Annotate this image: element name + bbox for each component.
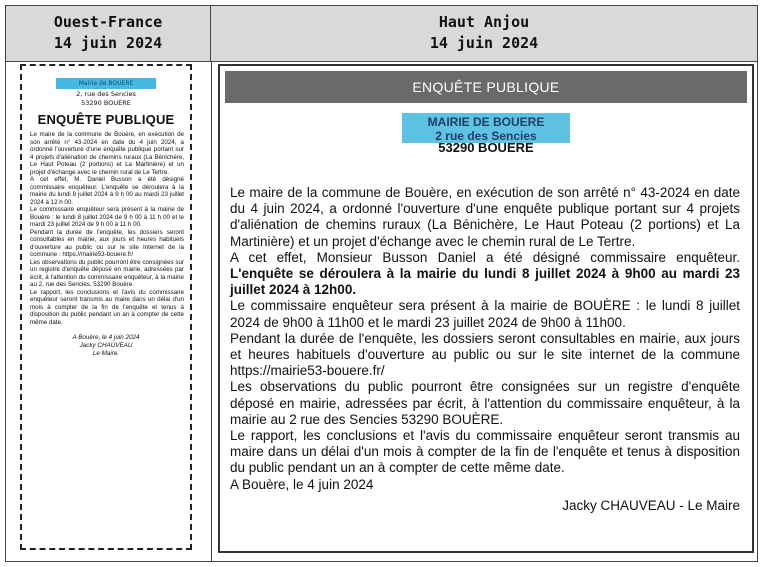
column-divider [211,62,212,562]
header-left-paper: Ouest-France [53,13,163,31]
ha-paragraph-6: Le rapport, les conclusions et l'avis du commissaire enquêteur seront transmis au maire dans un délai d'un mois à compter de la fin de l'enquête et tenus à disposition du public pendant un an à compter de cette même date. [230,428,740,476]
of-zip-city: 53290 BOUÈRE [81,99,131,107]
of-paragraph: Le rapport, les conclusions et l'avis du commissaire enquêteur seront transmis au maire dans un délai d'un mois à compter de la fin de l'enquête et tenus à disposition du public pendant un an à compter de cette même date. [30,288,184,326]
of-mairie-header: Mairie de BOUÈRE [56,78,156,89]
of-paragraph: A cet effet, M. Daniel Busson a été désigné commissaire enquêteur. L'enquête se déroulera à la mairie du lundi 8 juillet 2024 à 9 h 00 au mardi 23 juillet 2024 à 12 h 00. [30,176,184,206]
of-paragraph: Le maire de la commune de Bouère, en exécution de son arrêté n° 43-2024 en date du 4 juin 2024, a ordonné l'ouverture d'une enquête publique portant sur 4 projets d'aliénation de chemins ruraux (La Bénichère, Le Haut Poteau (2 portions) et La Martinière) et un projet d'échange avec le chemin rural de Le Tertre. [30,131,184,176]
ha-signature: Jacky CHAUVEAU - Le Maire [562,497,740,513]
ha-date-line: A Bouère, le 4 juin 2024 [230,476,374,492]
header-row [6,6,757,62]
header-right-date: 14 juin 2024 [429,34,539,52]
ha-paragraph-5: Les observations du public pourront être consignées sur un registre d'enquête déposé en mairie, adressées par écrit, à l'attention du commissaire enquêteur, à la mairie au 2 rue des Sencies 53290 BOUÈRE. [230,379,740,427]
header-haut-anjou [211,6,757,62]
ha-mairie-header [402,113,570,143]
ha-paragraph-3: Le commissaire enquêteur sera présent à la mairie de BOUÈRE : le lundi 8 juillet 2024 de 9h00 à 11h00 et le mardi 23 juillet 2024 de 9h00 à 11h00. [230,298,740,330]
of-sign-role: Le Maire. [92,350,120,357]
header-ouest-france [6,6,211,62]
of-paragraph: Le commissaire enquêteur sera présent à la mairie de Bouère : le lundi 8 juillet 2024 de 9 h 00 à 11 h 00 et le mardi 23 juillet 2024 de 9 h 00 à 11 h 00. [30,206,184,228]
header-left-date: 14 juin 2024 [53,34,163,52]
header-right-paper: Haut Anjou [438,13,530,31]
ha-paragraph-1: Le maire de la commune de Bouère, en exécution de son arrêté n° 43-2024 en date du 4 juin 2024, a ordonné l'ouverture d'une enquête publique portant sur 4 projets d'aliénation de chemins ruraux (La Bénichère, Le Haut Poteau (2 portions) et La Martinière) et un projet d'échange avec le chemin rural de Le Tertre. [230,185,740,249]
of-address: 2, rue des Sencies [76,90,136,98]
ha-paragraph-2-text: A cet effet, Monsieur Busson Daniel a été désigné commissaire enquêteur. [230,249,740,265]
ouest-france-clipping [20,64,192,550]
ha-mairie-name: MAIRIE DE BOUERE [427,115,545,129]
ha-body [220,155,752,493]
of-paragraph: Les observations du public pourront être consignées sur un registre d'enquête déposé en mairie, adressées par écrit, à l'attention du commissaire enquêteur, à la mairie au 2, rue des Sencies, 53290 Bouère. [30,258,184,288]
ha-zip-city: 53290 BOUERE [438,140,534,155]
haut-anjou-clipping [218,64,754,553]
of-sign-place: A Bouère, le 4 juin 2024 [72,334,140,341]
ha-paragraph-2 [230,250,740,299]
of-signature [22,334,190,358]
of-paragraph: Pendant la durée de l'enquête, les dossiers seront consultables en mairie, aux jours et heures habituels d'ouverture au public ou sur le site Internet de la commune : https://mairie53-bouere.fr/ [30,228,184,258]
of-sign-name: Jacky CHAUVEAU [79,342,133,349]
ha-mairie-address: 2 rue des Sencies [435,129,537,143]
ha-paragraph-2-bold: L'enquête se déroulera à la mairie du lundi 8 juillet 2024 à 9h00 au mardi 23 juillet 2024 à 12h00. [230,266,740,298]
ha-title-band: ENQUÊTE PUBLIQUE [225,71,747,103]
of-title: ENQUÊTE PUBLIQUE [37,112,175,127]
ha-paragraph-4: Pendant la durée de l'enquête, les dossiers seront consultables en mairie, aux jours et heures habituels d'ouverture au public ou sur le site internet de la commune https://mairie53-bouere.fr/ [230,330,740,379]
of-body [22,127,190,326]
